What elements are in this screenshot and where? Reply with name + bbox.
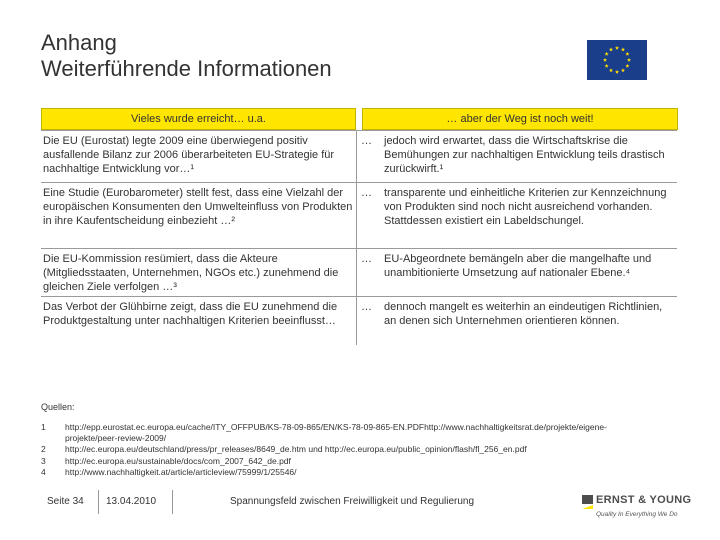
footer-topic: Spannungsfeld zwischen Freiwilligkeit und Regulierung bbox=[230, 496, 475, 507]
source-link[interactable]: http://www.nachhaltigkeit.at/article/articleview/75999/1/25546/ bbox=[65, 467, 297, 477]
source-link[interactable]: http://epp.eurostat.ec.europa.eu/cache/ITY_OFFPUB/KS-78-09-865/EN/KS-78-09-865-EN.PDFhttp://www.nachhaltigkeitsrat.de/projekte/eigene-projekte/peer-review-2009/ bbox=[65, 422, 607, 443]
logo-tagline: Quality In Everything We Do bbox=[596, 511, 678, 518]
row-right-text: dennoch mangelt es weiterhin an eindeutigen Richtlinien, an denen sich Unternehmen orientieren können. bbox=[384, 301, 663, 327]
table-row bbox=[41, 182, 677, 249]
column-header-achieved: Vieles wurde erreicht… u.a. bbox=[41, 108, 356, 130]
row-right-text: transparente und einheitliche Kriterien zur Kennzeichnung von Produkten sind noch nicht ausreichend vorhanden. Stattdessen existiert ein Labeldschungel. bbox=[384, 187, 667, 227]
sources-label: Quellen: bbox=[41, 402, 75, 412]
row-left-text: Die EU (Eurostat) legte 2009 eine überwiegend positiv ausfallende Bilanz zur 2006 überarbeiteten EU-Strategie für nachhaltige Entwicklung vor…¹ bbox=[43, 135, 335, 175]
ellipsis: … bbox=[361, 187, 372, 199]
row-left-text: Das Verbot der Glühbirne zeigt, dass die EU zunehmend die Produktgestaltung unter nachhaltigen Kriterien beeinflusst… bbox=[43, 301, 338, 327]
row-left-text: Die EU-Kommission resümiert, dass die Akteure (Mitgliedsstaaten, Unternehmen, NGOs etc.) zunehmend die gleichen Ziele verfolgen …³ bbox=[43, 253, 339, 293]
ellipsis: … bbox=[361, 253, 372, 265]
ernst-young-logo bbox=[582, 494, 692, 524]
table-row bbox=[41, 130, 677, 183]
source-number: 3 bbox=[41, 456, 46, 466]
page-subtitle: Weiterführende Informationen bbox=[41, 56, 332, 81]
row-right-text: EU-Abgeordnete bemängeln aber die mangelhafte und unambitionierte Umsetzung auf nationaler Ebene.⁴ bbox=[384, 253, 652, 279]
column-header-remaining: … aber der Weg ist noch weit! bbox=[362, 108, 678, 130]
ellipsis: … bbox=[361, 301, 372, 313]
footer-divider bbox=[172, 490, 173, 514]
ellipsis: … bbox=[361, 135, 372, 147]
page-title: Anhang bbox=[41, 30, 117, 55]
table-row bbox=[41, 296, 677, 346]
footer-divider bbox=[98, 490, 99, 514]
footer-date: 13.04.2010 bbox=[106, 496, 157, 507]
row-right-text: jedoch wird erwartet, dass die Wirtschaftskrise die Bemühungen zur nachhaltigen Entwicklung teils drastisch zurückwirft.¹ bbox=[384, 135, 665, 175]
logo-wordmark: ERNST & YOUNG bbox=[596, 494, 692, 506]
source-number: 1 bbox=[41, 422, 46, 432]
row-left-text: Eine Studie (Eurobarometer) stellt fest, dass eine Vielzahl der europäischen Konsumenten den Umwelteinfluss von Produkten in ihre Kaufentscheidung einbezieht …² bbox=[43, 187, 353, 227]
source-number: 4 bbox=[41, 467, 46, 477]
ey-logo-icon bbox=[582, 495, 593, 509]
source-number: 2 bbox=[41, 444, 46, 454]
eu-flag-icon bbox=[587, 40, 647, 80]
table-row bbox=[41, 248, 677, 297]
source-link[interactable]: http://ec.europa.eu/sustainable/docs/com_2007_642_de.pdf bbox=[65, 456, 291, 466]
page-number: Seite 34 bbox=[47, 496, 84, 507]
source-link[interactable]: http://ec.europa.eu/deutschland/press/pr_releases/8649_de.htm und http://ec.europa.eu/public_opinion/flash/fl_256_en.pdf bbox=[65, 444, 527, 454]
